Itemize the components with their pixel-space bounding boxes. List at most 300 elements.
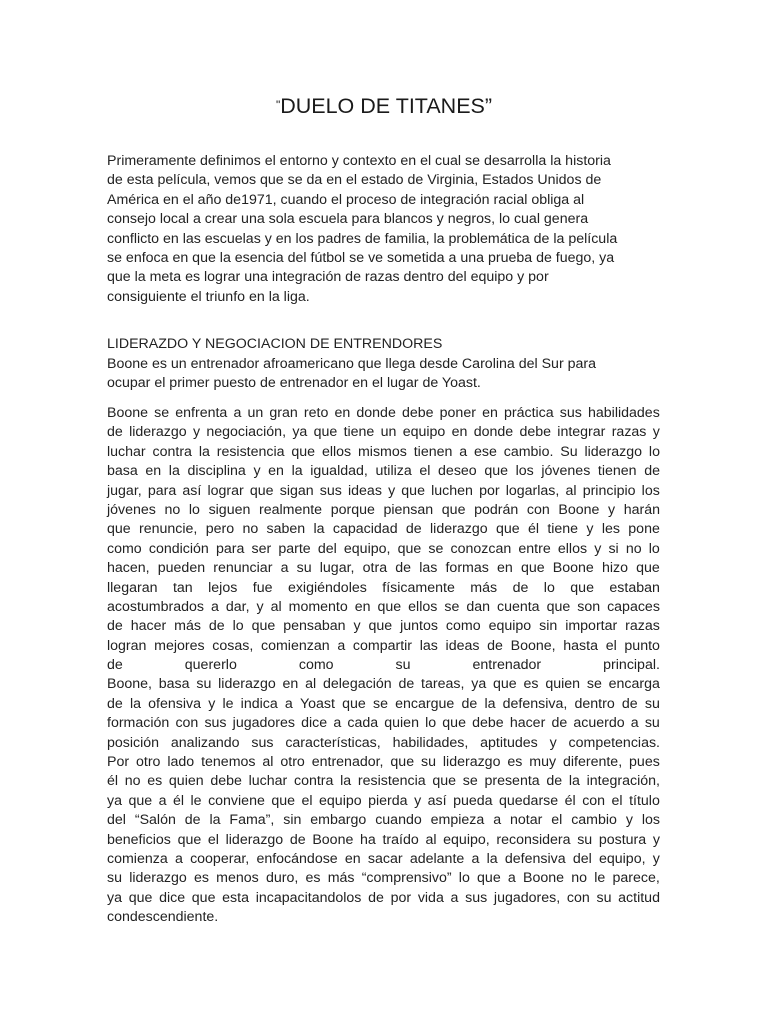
word: donde [356,405,396,421]
word: y [414,792,422,809]
paragraph-line: consiguiente el triunfo en la liga. [107,288,310,305]
word: quien [384,715,419,732]
word: jóvenes [107,501,156,518]
word: debe [210,773,242,790]
word: estaban [609,579,660,596]
word: sin [283,812,302,829]
word: pone [628,521,660,538]
word: a [233,405,242,421]
word: se [372,695,388,712]
word: en [354,598,371,615]
word: cambio [571,812,617,829]
paragraph-line: se enfoca en que la esencia del fútbol se ve sometida a una prueba de fuego, ya [107,249,615,266]
word: integración, [586,773,660,790]
word: sin [539,618,558,635]
word: los [641,482,660,499]
paragraph-boone-intro [107,355,660,394]
word: al [262,754,274,771]
word: hacer [509,715,546,732]
paragraph-line [107,443,660,462]
word: por [390,889,412,906]
word: podrán [474,501,519,518]
paragraph-line [107,617,660,636]
word: a [280,560,289,577]
word: como [298,657,334,674]
word: otro [280,754,305,771]
word: tienen [597,463,637,480]
word: poner [439,405,476,421]
paragraph-context [107,152,660,307]
word: acostumbrados [107,598,204,615]
paragraph-line [107,869,660,888]
word: físicamente [382,579,455,596]
paragraph-line: Boone es un entrenador afroamericano que llega desde Carolina del Sur para [107,356,597,372]
word: jugadores [232,715,295,732]
word: a [337,637,346,654]
word: quererlo [184,657,237,674]
word: dar, [225,598,250,615]
word: cuando [375,812,422,829]
word: de [184,812,201,829]
word: por [479,482,500,499]
word: competencias. [568,734,660,751]
word: que [546,598,571,615]
word: tenemos [201,754,256,771]
word: es [193,870,209,887]
word: igualdad, [310,463,368,480]
paragraph-line: de esta película, vemos que se da en el estado de Virginia, Estados Unidos de [107,172,602,189]
word: más [174,618,201,635]
word: contra [293,773,334,790]
word: sus [559,405,582,421]
word: empieza [430,812,485,829]
word: con [582,792,606,809]
word: en [451,424,468,441]
word: lo [458,870,470,887]
word: a [284,695,293,712]
word: a [158,792,167,809]
word: donde [473,424,514,441]
word: de [551,715,568,732]
word: harán [623,501,660,518]
word: los [641,812,660,829]
word: que [432,773,457,790]
word: en [497,560,513,577]
word: sus [251,734,274,751]
word: el [611,792,623,809]
word: gran [269,405,298,421]
word: jugar, [107,482,142,499]
word: principal. [603,657,660,674]
word: que [128,889,153,906]
word: que [177,831,202,848]
word: que [484,463,508,480]
word: en [482,405,498,421]
paragraph-line [107,656,660,675]
word: utiliza [375,463,412,480]
word: es [147,773,163,790]
word: otra [362,560,388,577]
word: la [340,773,352,790]
word: que [107,521,131,538]
word: razas [611,424,647,441]
paragraph-line [107,404,660,423]
paragraph-line [107,462,660,481]
paragraph-line [107,908,660,927]
word: con [175,715,199,732]
word: quien [168,773,204,790]
word: pero [205,521,235,538]
word: no [242,521,259,538]
word: de [107,657,123,674]
word: muy [529,754,557,771]
word: analizando [170,734,240,751]
word: de [405,521,422,538]
word: de [289,831,306,848]
word: de [107,695,123,712]
word: lo [425,715,437,732]
word: siguen [208,501,251,518]
word: son [577,598,601,615]
word: de [621,695,638,712]
word: cuenta [496,598,540,615]
word: saben [266,521,306,538]
word: del [317,540,337,557]
word: en [344,850,361,867]
paragraph-line [107,792,660,811]
word: lograr [207,482,244,499]
word: contra [152,443,192,460]
word: exigiéndoles [287,579,367,596]
paragraph-line [107,753,660,772]
word: que [570,579,594,596]
word: le [190,792,202,809]
paragraph-line [107,734,660,753]
word: la [313,521,325,538]
word: posición [107,734,160,751]
word: llegaran [107,579,158,596]
document-title [0,92,768,120]
word: para [215,540,245,557]
word: juntos [400,618,438,635]
word: resistencia [216,443,285,460]
word: un [380,424,397,441]
word: defensiva [504,850,566,867]
word: capaces [607,598,660,615]
word: renuncie, [139,521,198,538]
word: y [594,540,602,557]
word: de [395,560,412,577]
word: mejores [154,637,205,654]
word: hizo [601,560,628,577]
word: debe [519,424,551,441]
word: y [208,695,216,712]
word: comienzan [261,637,330,654]
word: así [182,482,202,499]
paragraph-line [107,831,660,850]
paragraph-line: conflicto en las escuelas y en los padres de familia, la problemática de la película [107,230,618,247]
word: dan [466,598,490,615]
word: se [586,676,602,693]
word: de [461,695,478,712]
word: ese [473,443,497,460]
word: que [342,695,366,712]
word: resistencia [357,773,426,790]
word: deseo [438,463,477,480]
word: ya [471,676,487,693]
word: se [462,773,478,790]
word: del [572,850,592,867]
word: él [107,773,119,790]
word: conozcan [450,540,512,557]
word: a [507,870,516,887]
word: características, [285,734,381,751]
word: que [291,443,316,460]
word: su [395,657,411,674]
word: delegación [323,676,392,693]
word: ideas [348,482,382,499]
word: esta [222,889,249,906]
word: en [334,405,351,421]
word: sus [204,715,227,732]
word: Boone [523,870,565,887]
word: habilidades [588,405,660,421]
word: con [526,501,550,518]
word: que [191,889,216,906]
word: dentro [574,695,615,712]
word: liderazgo [129,424,187,441]
word: y [253,463,261,480]
word: las [419,637,438,654]
section-heading-text: LIDERAZDO Y NEGOCIACION DE ENTRENDORES [107,336,443,352]
word: Boone, [510,637,556,654]
word: no [164,501,181,518]
word: debe [472,715,504,732]
paragraph-line [107,423,660,442]
word: más [327,870,355,887]
paragraph-line: ocupar el primer puesto de entrenador en el lugar de Yoast. [107,375,481,392]
word: el [301,792,313,809]
word: Yoast [299,695,335,712]
word: basa [107,463,138,480]
word: logarlas, [505,482,560,499]
word: que [442,715,466,732]
word: un [247,405,264,421]
word: Boone, [107,676,152,693]
word: para [147,482,177,499]
title-text: DUELO DE TITANES” [280,94,493,118]
word: condescendiente. [107,909,219,926]
word: formación [107,715,170,732]
word: defensiva, [502,695,568,712]
word: actitud [618,889,660,906]
word: a [210,598,219,615]
word: dice [159,889,186,906]
word: Boone [312,831,354,848]
word: ellos [408,598,438,615]
word: más [470,579,498,596]
word: la [198,443,210,460]
word: postura [598,831,647,848]
word: tareas, [421,676,465,693]
word: lo [232,618,244,635]
word: equipo [319,792,362,809]
word: su [644,715,660,732]
word: principio [582,482,636,499]
word: presenta [484,773,540,790]
word: quedarse [499,792,559,809]
word: la [168,463,180,480]
word: pueden [157,560,206,577]
word: y [586,521,594,538]
word: que [249,482,274,499]
word: que [493,676,517,693]
word: así [427,792,447,809]
word: cada [347,715,379,732]
paragraph-line [107,520,660,539]
word: no [571,870,588,887]
paragraph-line [107,540,660,559]
word: ha [360,831,376,848]
paragraph-line [107,637,660,656]
word: equipo [488,618,532,635]
word: del [107,812,126,829]
word: que [636,560,660,577]
word: que [401,482,425,499]
word: que [368,618,393,635]
word: reconsidera [496,831,571,848]
word: lo [543,579,555,596]
word: con [566,889,590,906]
word: equipo, [343,540,391,557]
word: y [353,618,361,635]
word: de [368,889,384,906]
word: el [207,831,219,848]
word: lugar, [319,560,355,577]
word: pensaban [283,618,346,635]
word: título [629,792,660,809]
word: no [625,540,642,557]
word: reto [303,405,329,421]
word: disciplina [187,463,246,480]
word: a [459,443,468,460]
word: duro, [265,870,299,887]
word: traído [382,831,419,848]
section-heading [107,335,660,354]
word: piensan [383,501,434,518]
word: parece, [612,870,660,887]
word: su [196,676,212,693]
word: menos [216,870,259,887]
word: los [515,463,534,480]
paragraph-line [107,850,660,869]
word: cosas, [212,637,254,654]
word: en [145,463,162,480]
word: cooperar, [190,850,250,867]
word: entrenador [472,657,542,674]
word: él [173,792,185,809]
word: sus [319,482,342,499]
word: condición [148,540,209,557]
word: hacen, [107,560,150,577]
word: enfocándose [256,850,338,867]
word: encargue [395,695,455,712]
word: al [270,598,282,615]
word: Boone [552,560,594,577]
word: como [107,540,142,557]
word: liderazgo [225,831,284,848]
word: de [546,773,563,790]
word: ofensiva [148,695,202,712]
word: su [577,831,593,848]
word: importar [565,618,618,635]
word: y [652,424,660,441]
word: luchen [431,482,473,499]
word: y [652,850,660,867]
word: conviene [208,792,265,809]
word: lo [648,443,660,460]
word: que [313,424,338,441]
word: las [419,560,438,577]
word: la [291,463,303,480]
word: se [154,405,170,421]
paragraph-line [107,889,660,908]
word: es [523,676,539,693]
word: su [296,560,312,577]
word: la [486,850,498,867]
word: negociación, [206,424,287,441]
word: ellos [557,540,588,557]
word: indica [240,695,278,712]
word: lado [167,754,195,771]
word: adelante [409,850,465,867]
word: como [445,618,481,635]
word: jóvenes [541,463,591,480]
word: tienen [413,443,453,460]
word: capacidad [332,521,398,538]
word: ser [251,540,272,557]
paragraph-line [107,714,660,733]
word: su [421,754,436,771]
word: él [564,792,576,809]
word: sacar [367,850,403,867]
word: Fama”, [229,812,275,829]
word: que [477,870,501,887]
word: liderazgo [430,521,488,538]
word: incapacitandolos [255,889,362,906]
word: de [512,579,529,596]
paragraph-line [107,559,660,578]
word: Boone [558,501,600,518]
word: el [551,812,563,829]
word: integrar [557,424,606,441]
word: sigan [279,482,314,499]
word: si [608,540,619,557]
word: de [644,463,660,480]
word: y [625,812,633,829]
word: que [520,560,545,577]
word: mismos [357,443,407,460]
word: encarga [608,676,660,693]
word: al [565,482,577,499]
word: pues [629,754,660,771]
word: se [428,540,444,557]
word: Por [107,754,130,771]
word: realmente [258,501,323,518]
word: vida [417,889,444,906]
word: porque [330,501,375,518]
word: que [128,792,153,809]
